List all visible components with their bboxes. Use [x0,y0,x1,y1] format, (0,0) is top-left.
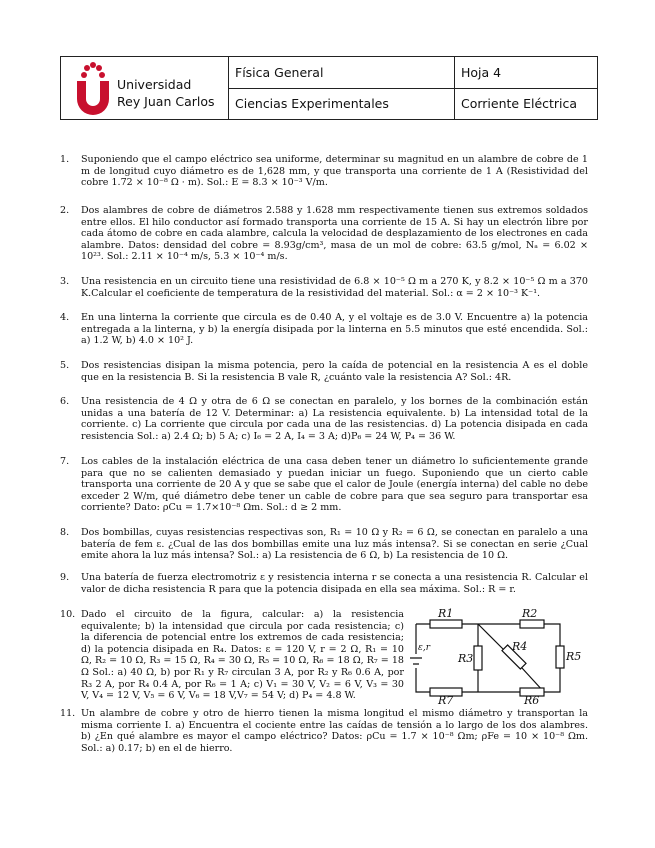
resistor-r5 [556,646,564,668]
label-r3: R3 [458,652,474,665]
urjc-logo-icon [71,61,115,117]
problem-item [60,572,588,595]
problem-number: 4. [60,312,70,323]
problem-item [60,527,588,562]
problem-number: 9. [60,572,70,583]
label-r6: R6 [524,694,540,707]
problem-number: 6. [60,396,70,407]
problem-number: 8. [60,527,70,538]
label-r5: R5 [566,650,582,663]
problem-text: Dado el circuito de la figura, calcular: a) la resistencia equivalente; b) la intensidad que circula por cada resistencia; c) la diferencia de potencial entre los extremos de cada resistencia; d) la potencia disipada en R₄. Datos: ε = 120 V, r = 2 Ω, R₁ = 10 Ω, R₂ = 10 Ω, R₃ = 15 Ω, R₄ = 30 Ω, R₅ = 10 Ω, R₆ = 18 Ω, R₇ = 18 Ω Sol.: a) 40 Ω, b) por R₁ y R₇ circulan 3 A, por R₂ y R₆ 0.6 A, por R₃ 2 A, por R₄ 0.4 A, por R₆ = 1 A; c) V₁ = 30 V, V₂ = 6 V, V₃ = 30 V, V₄ = 12 V, V₅ = 6 V, V₆ = 18 V,V₇ = 54 V; d) P₄ = 4.8 W. [81,609,404,702]
problem-text: Dos alambres de cobre de diámetros 2.588 y 1.628 mm respectivamente tienen sus extremos soldados entre ellos. El hilo conductor así formado transporta una corriente de 15 A. Si hay un electrón libre por cada átomo de cobre en cada alambre, calcula la velocidad de desplazamiento de los electrones en cada alambre. Datos: densidad del cobre = 8.93g/cm³, masa de un mol de cobre: 63.5 g/mol, Nₐ = 6.02 × 10²³. Sol.: 2.11 × 10⁻⁴ m/s, 5.3 × 10⁻⁴ m/s. [81,205,588,263]
label-r4: R4 [512,640,528,653]
problem-item [60,154,588,189]
problem-text: Una resistencia de 4 Ω y otra de 6 Ω se conectan en paralelo, y los bornes de la combinación están unidas a una batería de 12 V. Determinar: a) La resistencia equivalente. b) La intensidad total de la corriente. c) La corriente que circula por cada una de las resistencias. d) La potencia disipada en cada resistencia Sol.: a) 2.4 Ω; b) 5 A; c) I₆ = 2 A, I₄ = 3 A; d)P₆ = 24 W, P₄ = 36 W. [81,396,588,442]
university-logo [61,57,229,119]
problem-item [60,360,588,383]
problem-item [60,456,588,514]
problem-text: Una batería de fuerza electromotriz ε y resistencia interna r se conecta a una resistencia R. Calcular el valor de dicha resistencia R para que la potencia disipada en ella sea máxima. Sol.: R = r. [81,572,588,595]
resistor-r3 [474,646,482,670]
sheet-cell: Hoja 4 [455,57,597,89]
problem-item [60,609,404,702]
label-r7: R7 [438,694,454,707]
problem-text: Los cables de la instalación eléctrica de una casa deben tener un diámetro lo suficientemente grande para que no se calienten demasiado y puedan iniciar un fuego. Suponiendo que un cierto cable transporta una corriente de 20 A y que se sabe que el calor de Joule (energía interna) del cable no debe exceder 2 W/m, qué diámetro debe tener un cable de cobre para que sea seguro para transportar esa corriente? Dato: ρCu = 1.7×10⁻⁸ Ωm. Sol.: d ≥ 2 mm. [81,456,588,514]
header-table [60,56,598,120]
problem-item [60,276,588,299]
problem-number: 10. [60,609,76,620]
problem-number: 7. [60,456,70,467]
problem-text: Suponiendo que el campo eléctrico sea uniforme, determinar su magnitud en un alambre de cobre de 1 m de longitud cuyo diámetro es de 1,628 mm, y que transporta una corriente de 1 A (Resistividad del cobre 1.72 × 10⁻⁸ Ω · m). Sol.: E = 8.3 × 10⁻³ V/m. [81,154,588,189]
problem-number: 1. [60,154,70,165]
resistor-r1 [430,620,462,628]
problem-number: 11. [60,708,76,719]
problem-item [60,205,588,263]
label-r1: R1 [438,607,454,620]
header-middle [229,57,455,119]
degree-cell: Ciencias Experimentales [235,96,389,112]
problem-number: 2. [60,205,70,216]
label-emf: ε,r [418,643,430,653]
resistor-r2 [520,620,544,628]
university-name [117,76,215,110]
problem-text: Un alambre de cobre y otro de hierro tienen la misma longitud el mismo diámetro y transportan la misma corriente I. a) Encuentra el cociente entre las caídas de tensión a lo largo de los dos alambres. b) ¿En qué alambre es mayor el campo eléctrico? Datos: ρCu = 1.7 × 10⁻⁸ Ωm; ρFe = 10 × 10⁻⁸ Ωm. Sol.: a) 0.17; b) en el de hierro. [81,708,588,754]
problem-text: Dos bombillas, cuyas resistencias respectivas son, R₁ = 10 Ω y R₂ = 6 Ω, se conectan en paralelo a una batería de fem ε. ¿Cual de las dos bombillas emite una luz más intensa?. Si se conectan en serie ¿Cual emite ahora la luz más intensa? Sol.: a) La resistencia de 6 Ω, b) La resistencia de 10 Ω. [81,527,588,562]
circuit-diagram [408,606,582,707]
label-r2: R2 [522,607,538,620]
university-line-1: Universidad [117,77,192,92]
problem-text: Una resistencia en un circuito tiene una resistividad de 6.8 × 10⁻⁵ Ω m a 270 K, y 8.2 × 10⁻⁵ Ω m a 370 K.Calcular el coeficiente de temperatura de la resistividad del material. Sol.: α = 2 × 10⁻³ K⁻¹. [81,276,588,299]
problem-number: 3. [60,276,70,287]
subject-cell: Física General [229,57,454,89]
header-right [455,57,597,119]
problem-item [60,708,588,754]
university-line-2: Rey Juan Carlos [117,94,215,109]
problem-text: Dos resistencias disipan la misma potencia, pero la caída de potencial en la resistencia A es el doble que en la resistencia B. Si la resistencia B vale R, ¿cuánto vale la resistencia A? Sol.: 4R. [81,360,588,383]
problem-item [60,396,588,442]
problem-item [60,312,588,347]
topic-cell: Corriente Eléctrica [461,96,578,112]
problem-number: 5. [60,360,70,371]
problem-text: En una linterna la corriente que circula es de 0.40 A, y el voltaje es de 3.0 V. Encuentre a) la potencia entregada a la linterna, y b) la energía disipada por la linterna en 5.5 minutos que esté encendida. Sol.: a) 1.2 W, b) 4.0 × 10² J. [81,312,588,347]
